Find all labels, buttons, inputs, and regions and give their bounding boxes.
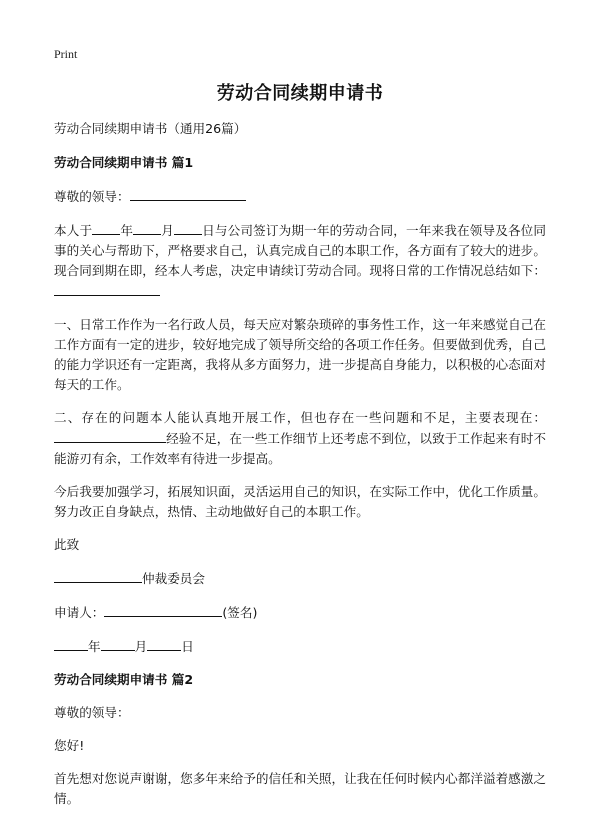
date-day-blank: [147, 636, 181, 651]
intro-part1: 本人于: [54, 223, 93, 238]
organization-suffix: 仲裁委员会: [142, 571, 205, 586]
problems-before: 二、存在的问题本人能认真地开展工作，但也存在一些问题和不足，主要表现在：: [54, 410, 546, 425]
organization-blank: [54, 568, 142, 583]
intro-year: 年: [120, 223, 134, 238]
summary-blank: [54, 281, 160, 296]
date-month: 月: [134, 639, 148, 654]
organization-line: [54, 568, 546, 589]
print-label: Print: [54, 47, 78, 61]
intro-paragraph: [54, 220, 546, 302]
document-content: [54, 119, 546, 822]
applicant-blank: [104, 602, 222, 617]
section-heading-1: 劳动合同续期申请书 篇1: [54, 155, 194, 170]
intro-month: 月: [161, 223, 175, 238]
date-day: 日: [181, 639, 194, 654]
paragraph-thanks: 首先想对您说声谢谢，您多年来给予的信任和关照，让我在任何时候内心都洋溢着感激之情。: [54, 771, 546, 806]
salutation-2: 尊敬的领导：: [54, 705, 130, 720]
year-blank: [92, 220, 120, 235]
problem-blank: [54, 428, 166, 443]
closing-text: 此致: [54, 537, 80, 552]
salutation-blank: [130, 186, 246, 201]
day-blank: [174, 220, 202, 235]
document-subtitle: 劳动合同续期申请书（通用26篇）: [54, 121, 247, 136]
paragraph-problems: [54, 408, 546, 469]
paragraph-daily-work: 一、日常工作作为一名行政人员，每天应对繁杂琐碎的事务性工作，这一年来感觉自己在工作方面有一定的进步，较好地完成了领导所交给的各项工作任务。但要做到优秀，自己的能力学识还有一定距离，我将从多方面努力，进一步提高自身能力，以积极的心态面对每天的工作。: [54, 317, 546, 392]
month-blank: [133, 220, 161, 235]
intro-part2: 日与公司签订为期一年的劳动合同，一年来我在领导及各位同事的关心与帮助下，严格要求自己，认真完成自己的本职工作，各方面有了较大的进步。现合同到期在即，经本人考虑，决定申请续订劳动合同。现将日常的工作情况总结如下：: [54, 223, 547, 278]
section-heading-2: 劳动合同续期申请书 篇2: [54, 672, 194, 687]
problems-after: 经验不足，在一些工作细节上还考虑不到位，以致于工作起来有时不能游刃有余，工作效率有待进一步提高。: [54, 431, 546, 466]
paragraph-future: 今后我要加强学习，拓展知识面，灵活运用自己的知识，在实际工作中，优化工作质量。努力改正自身缺点，热情、主动地做好自己的本职工作。: [54, 484, 546, 519]
date-line: [54, 636, 546, 657]
date-month-blank: [101, 636, 135, 651]
signature-note: (签名): [222, 605, 258, 620]
applicant-line: [54, 602, 546, 623]
date-year: 年: [88, 639, 101, 654]
greeting: 您好!: [54, 738, 85, 753]
salutation-1: [54, 186, 546, 207]
salutation-text: 尊敬的领导：: [54, 189, 130, 204]
applicant-label: 申请人：: [54, 605, 105, 620]
document-title: 劳动合同续期申请书: [216, 83, 384, 104]
date-year-blank: [54, 636, 88, 651]
